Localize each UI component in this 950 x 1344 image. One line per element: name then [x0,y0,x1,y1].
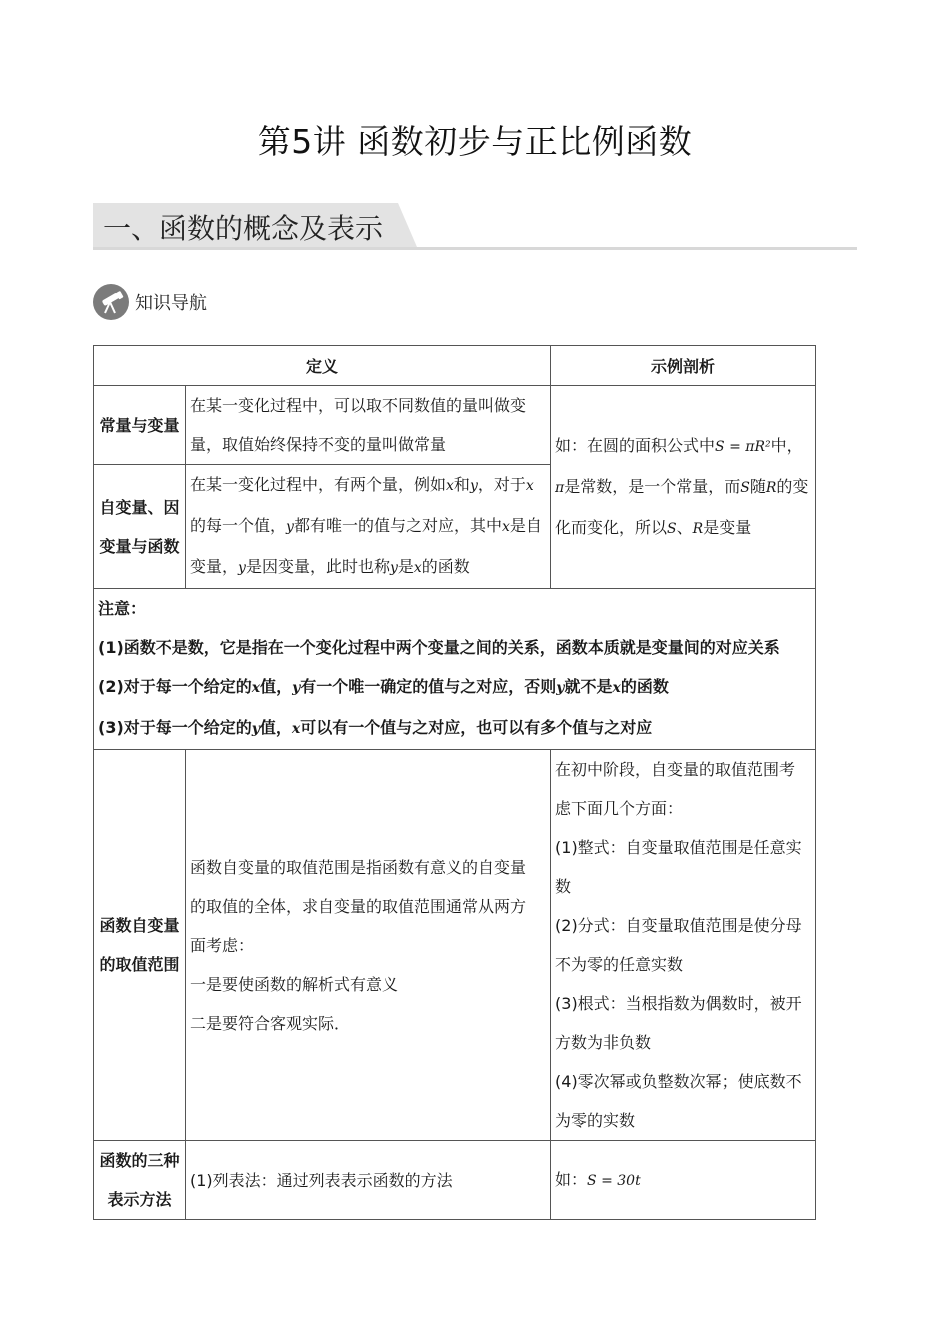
term-line: 表示方法 [107,1190,172,1209]
def-line: 函数自变量的取值范围是指函数有意义的自变量 [190,857,527,877]
definition-representation: (1)列表法：通过列表表示函数的方法 [186,1141,551,1220]
example-representation [551,1141,816,1220]
notes-cell [94,589,816,750]
math-y: y [469,478,478,494]
note-text: 值， [260,677,293,696]
math-x: x [525,478,534,494]
term-line: 自变量、因 [99,497,180,517]
math-y: y [251,721,260,737]
def-text: 和 [453,475,470,494]
term-constant-variable: 常量与变量 [94,386,186,465]
notes-row [94,589,816,750]
table-row [94,750,816,1141]
table-row [94,386,816,465]
example-text: 如：在圆的面积公式中 [555,435,716,455]
example-line: 方数为非负数 [555,1033,652,1052]
math-x: x [501,519,510,535]
note-3 [98,708,811,749]
math-s: S [740,479,750,496]
example-text: 是变量 [703,517,752,537]
example-line: (1)整式：自变量取值范围是任意实 [555,838,802,857]
note-text: 的函数 [620,677,669,696]
example-line: (4)零次幂或负整数次幂；使底数不 [555,1072,802,1091]
math-y: y [286,519,294,535]
example-domain [551,750,816,1141]
example-line: 为零的实数 [555,1111,636,1130]
example-text: 、 [676,517,693,537]
knowledge-nav-label: 知识导航 [135,293,207,314]
page-title: 第5讲 函数初步与正比例函数 [257,122,693,161]
math-x: x [291,721,301,737]
example-line: 虑下面几个方面： [555,799,684,818]
def-line: 面考虑： [190,935,255,955]
example-line: 在初中阶段，自变量的取值范围考 [555,760,796,779]
math-pi: π [555,479,565,496]
note-text: 有一个唯一确定的值与之对应，否则 [300,677,557,696]
term-line: 函数的三种 [99,1151,180,1170]
example-line: 数 [555,877,572,896]
term-line: 变量与函数 [99,536,180,556]
example-text: 如： [555,1169,588,1189]
def-line: 一是要使函数的解析式有意义 [190,974,399,994]
math-r: R [692,520,704,537]
knowledge-table [93,345,816,1220]
example-text: 中， [770,435,803,455]
note-2 [98,667,811,708]
header-example: 示例剖析 [551,346,816,386]
def-text: ，对于 [477,475,526,494]
def-line: 二是要符合客观实际． [190,1013,351,1033]
math-y: y [238,560,246,576]
math-y: y [556,680,565,696]
telescope-icon [93,284,129,320]
math-y: y [292,680,301,696]
definition-domain [186,750,551,1141]
note-text: (3)对于每一个给定的 [98,718,252,737]
note-text: 就不是 [564,677,613,696]
example-line: 不为零的任意实数 [555,955,684,974]
def-text: 的每一个值， [190,516,287,535]
def-text: 在某一变化过程中，有两个量，例如 [190,475,447,494]
formula-s-30t: S = 30t [587,1172,641,1189]
math-x: x [413,560,422,576]
header-definition: 定义 [94,346,551,386]
table-row [94,1141,816,1220]
note-1: (1)函数不是数，它是指在一个变化过程中两个变量之间的关系，函数本质就是变量间的对应关系 [98,638,780,657]
term-representation [94,1141,186,1220]
note-text: (2)对于每一个给定的 [98,677,252,696]
math-r: R [765,479,777,496]
def-text: 是因变量，此时也称 [245,557,390,576]
section-divider [93,247,857,250]
term-domain [94,750,186,1141]
definition-function [186,465,551,589]
example-text: 是常数，是一个常量，而 [564,476,741,496]
math-x: x [446,478,454,494]
def-text: 是 [397,557,414,576]
note-text: 值， [259,718,292,737]
section-title: 一、函数的概念及表示 [103,212,384,245]
formula-area: S = πR² [715,438,771,455]
example-line: (2)分式：自变量取值范围是使分母 [555,916,802,935]
table-header-row [94,346,816,386]
math-x: x [612,680,621,696]
definition-constant-variable: 在某一变化过程中，可以取不同数值的量叫做变量，取值始终保持不变的量叫做常量 [186,386,551,465]
def-text: 都有唯一的值与之对应，其中 [293,516,502,535]
def-text: 的函数 [421,557,470,576]
term-line: 的取值范围 [99,955,180,974]
math-x: x [251,680,261,696]
term-line: 函数自变量 [99,916,180,935]
example-circle-area [551,386,816,589]
notes-title: 注意： [98,599,147,618]
math-y: y [389,560,398,576]
math-s: S [667,520,677,537]
def-line: 的取值的全体，求自变量的取值范围通常从两方 [190,896,527,916]
note-text: 可以有一个值与之对应，也可以有多个值与之对应 [300,718,653,737]
def-text: 是自变量， [190,516,542,576]
term-function [94,465,186,589]
example-text: 随 [749,476,766,496]
example-line: (3)根式：当根指数为偶数时，被开 [555,994,802,1013]
example-text: 的变化而变化，所以 [555,476,809,537]
